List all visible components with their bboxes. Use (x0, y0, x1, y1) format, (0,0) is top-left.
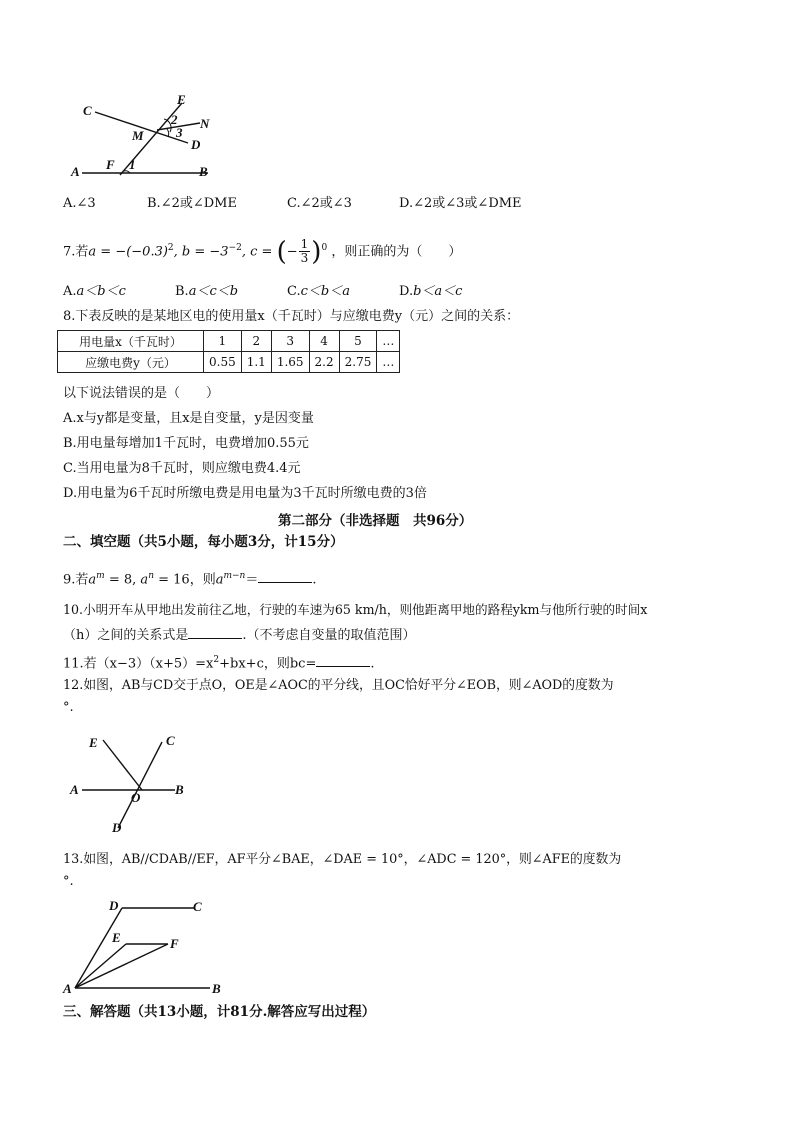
fig1-label-E: E (177, 92, 186, 107)
q11-answer-blank[interactable] (316, 654, 370, 667)
table-cell: 1 (204, 331, 242, 352)
fig1-label-C: C (83, 103, 92, 118)
fig1-label-1: 1 (129, 157, 136, 172)
fig1-label-N: N (200, 116, 210, 131)
q8-option-a: A.x与y都是变量，且x是自变量，y是因变量 (63, 411, 314, 426)
q8-question: 以下说法错误的是（ ） (63, 386, 220, 401)
fig1-label-A: A (71, 164, 80, 179)
fig1-label-M: M (132, 128, 144, 143)
fig2-label-C: C (166, 733, 175, 748)
fig3-label-B: B (212, 981, 221, 996)
section3-title: 三、解答题（共13小题，计81分.解答应写出过程） (63, 1004, 376, 1020)
fig3-label-D: D (109, 898, 119, 913)
q10-line1: 10.小明开车从甲地出发前往乙地，行驶的车速为65 km/h，则他距离甲地的路程ykm与他所行驶的时间x (63, 602, 648, 617)
fig2-label-D: D (112, 820, 122, 835)
fig1-label-F: F (106, 157, 115, 172)
table-cell: 3 (271, 331, 309, 352)
table-cell: … (377, 331, 400, 352)
fig1-label-3: 3 (176, 125, 183, 140)
q13-line2: °. (63, 874, 74, 889)
q13-line1: 13.如图，AB//CDAB//EF，AF平分∠BAE，∠DAE = 10°，∠ADC = 120°，则∠AFE的度数为 (63, 852, 622, 867)
q9-stem: 9.若$a^m = 8$, $a^n = 16$，则$a^{m-n}=$ . (63, 571, 317, 588)
table-cell: 用电量x（千瓦时） (58, 331, 204, 352)
q7-option-a: A.a＜b＜c (63, 284, 126, 299)
q8-option-d: D.用电量为6千瓦时所缴电费是用电量为3千瓦时所缴电费的3倍 (63, 486, 427, 501)
q8-option-b: B.用电量每增加1千瓦时，电费增加0.55元 (63, 436, 309, 451)
table-cell: 4 (309, 331, 339, 352)
fig3-label-F: F (170, 936, 179, 951)
q6-option-b: B.∠2或∠DME (147, 196, 237, 211)
fig2-label-A: A (70, 782, 79, 797)
fig2-label-B: B (175, 782, 184, 797)
q10-answer-blank[interactable] (188, 626, 242, 639)
figure-q13-geometry (60, 898, 230, 998)
q7-stem: 7.若$a = -(-0.3)^2$, $b = -3^{-2}$, c = (− $\frac{1}{3}$ )$^0$ ，则正确的为（ ） (63, 236, 462, 267)
q8-table (57, 330, 400, 373)
q7-option-d: D.b＜a＜c (399, 284, 463, 299)
part2-title: 第二部分（非选择题 共96分） (278, 513, 473, 529)
q10-line2: （h）之间的关系式是 .（不考虑自变量的取值范围） (63, 628, 416, 643)
section2-title: 二、填空题（共5小题，每小题3分，计15分） (63, 534, 344, 550)
q7-option-b: B.a＜c＜b (175, 284, 239, 299)
q6-option-a: A.∠3 (63, 196, 96, 211)
fig2-label-O: O (131, 790, 141, 805)
fig1-label-2: 2 (171, 112, 178, 127)
table-cell: 2.2 (309, 352, 339, 373)
q12-line2: °. (63, 700, 74, 715)
q8-option-c: C.当用电量为8千瓦时，则应缴电费4.4元 (63, 461, 301, 476)
fig1-label-D: D (191, 137, 201, 152)
q7-option-c: C.c＜b＜a (287, 284, 350, 299)
table-cell: 2.75 (339, 352, 377, 373)
table-cell: 0.55 (204, 352, 242, 373)
fig3-label-C: C (193, 899, 202, 914)
q6-option-d: D.∠2或∠3或∠DME (399, 196, 522, 211)
fig3-label-A: A (63, 981, 72, 996)
fig3-label-E: E (112, 930, 121, 945)
q12-line1: 12.如图，AB与CD交于点O，OE是∠AOC的平分线，且OC恰好平分∠EOB，则∠AOD的度数为 (63, 678, 614, 693)
q9-answer-blank[interactable] (258, 570, 312, 583)
table-row (58, 352, 400, 373)
table-cell: 1.65 (271, 352, 309, 373)
table-cell: 2 (241, 331, 271, 352)
table-cell: 1.1 (241, 352, 271, 373)
q6-option-c: C.∠2或∠3 (287, 196, 352, 211)
table-cell: 5 (339, 331, 377, 352)
q7-fraction: $\frac{1}{3}$ (300, 237, 309, 266)
table-row (58, 331, 400, 352)
table-cell: … (377, 352, 400, 373)
q11-stem: 11.若$(x-3)(x+5)=x^2+bx+c$，则bc= . (63, 655, 375, 672)
fig2-label-E: E (89, 735, 98, 750)
table-cell: 应缴电费y（元） (58, 352, 204, 373)
fig1-label-B: B (199, 164, 208, 179)
q8-stem: 8.下表反映的是某地区电的使用量x（千瓦时）与应缴电费y（元）之间的关系： (63, 309, 520, 324)
